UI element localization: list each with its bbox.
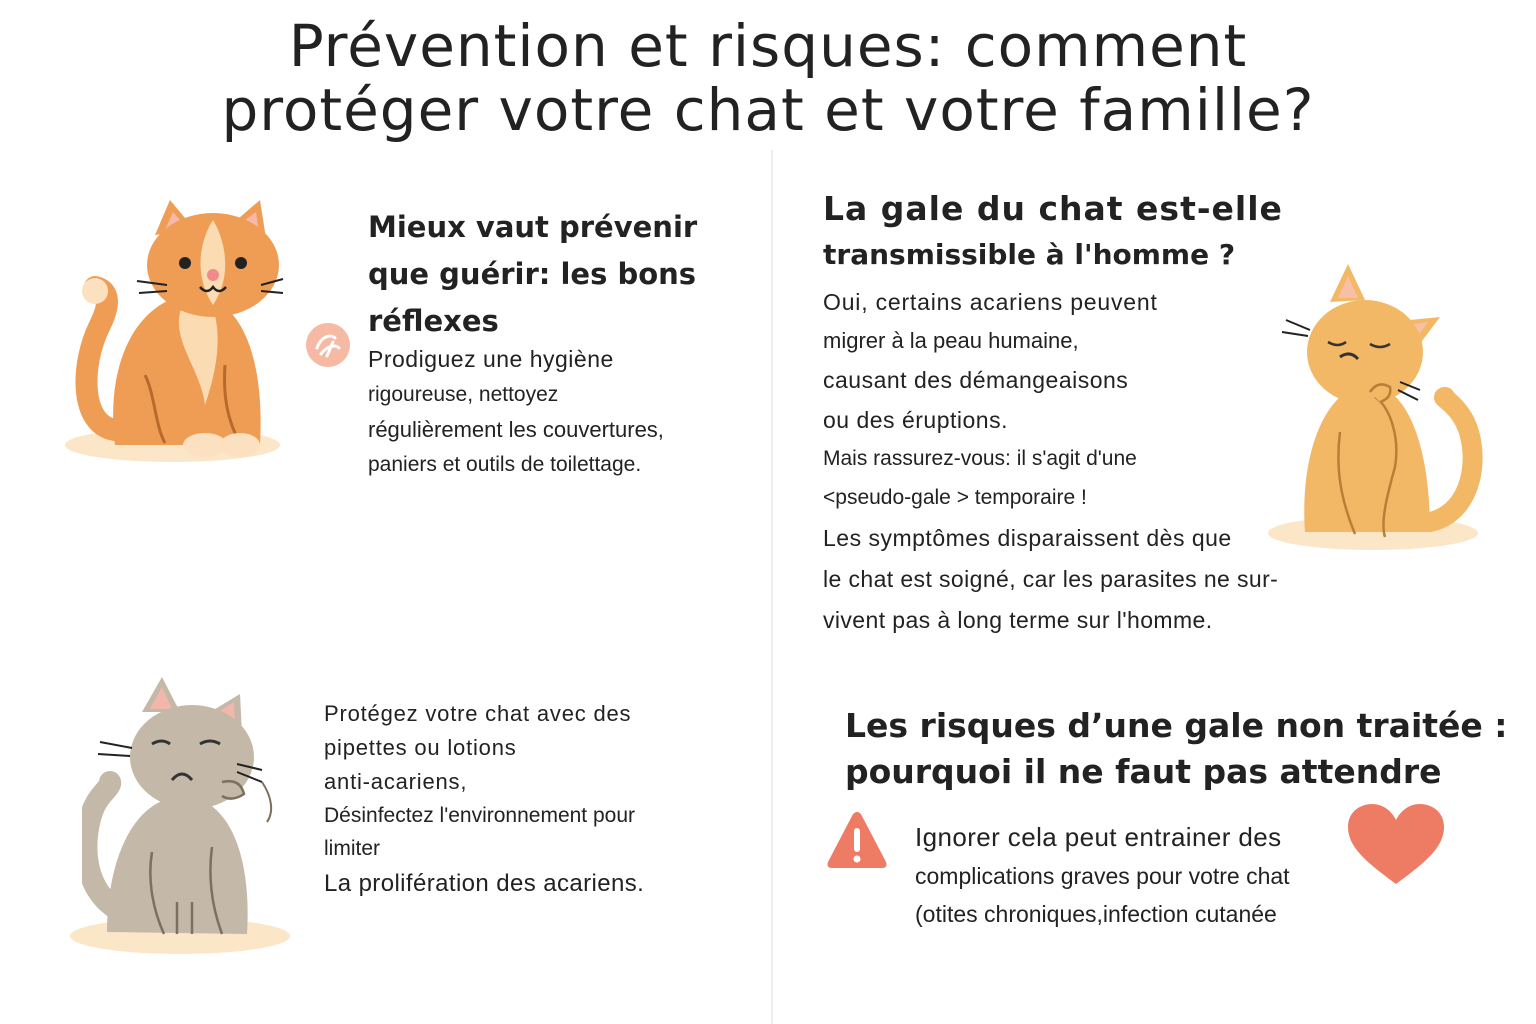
prevention-body: Prodiguez une hygiène rigoureuse, nettoyez régulièrement les couvertures, paniers et outils de toilettage. — [368, 346, 664, 476]
column-divider — [771, 150, 773, 1024]
prevention-heading: Mieux vaut prévenir que guérir: les bons réflexes — [368, 210, 698, 338]
risks-heading: Les risques d’une gale non traitée : pourquoi il ne faut pas attendre — [845, 706, 1508, 791]
heart-icon — [1346, 802, 1446, 886]
risks-body: Ignorer cela peut entrainer des complications graves pour votre chat (otites chroniques,infection cutanée — [915, 822, 1290, 927]
title-line-2: protéger votre chat et votre famille? — [221, 76, 1315, 144]
orange-cat-illustration — [75, 195, 290, 465]
hygiene-badge-icon — [305, 322, 351, 368]
transmission-heading: La gale du chat est-elle transmissible à l'homme ? — [823, 189, 1283, 271]
grey-scratching-cat-illustration — [82, 672, 287, 952]
title-line-1: Prévention et risques: comment — [288, 12, 1248, 80]
scratching-cat-illustration — [1280, 262, 1485, 552]
warning-triangle-icon — [824, 808, 890, 872]
page-title — [0, 14, 1536, 142]
transmission-body: Oui, certains acariens peuvent migrer à la peau humaine, causant des démangeaisons ou des éruptions. Mais rassurez-vous: il s'agit d'une <pseudo-gale > temporaire ! Les symptômes disparaissent dès que le chat est soigné, car les parasites ne sur- vivent pas à long terme sur l'homme. — [823, 289, 1279, 633]
protection-body: Protégez votre chat avec des pipettes ou lotions anti-acariens, Désinfectez l'environnement pour limiter La prolifération des acariens. — [324, 701, 645, 897]
